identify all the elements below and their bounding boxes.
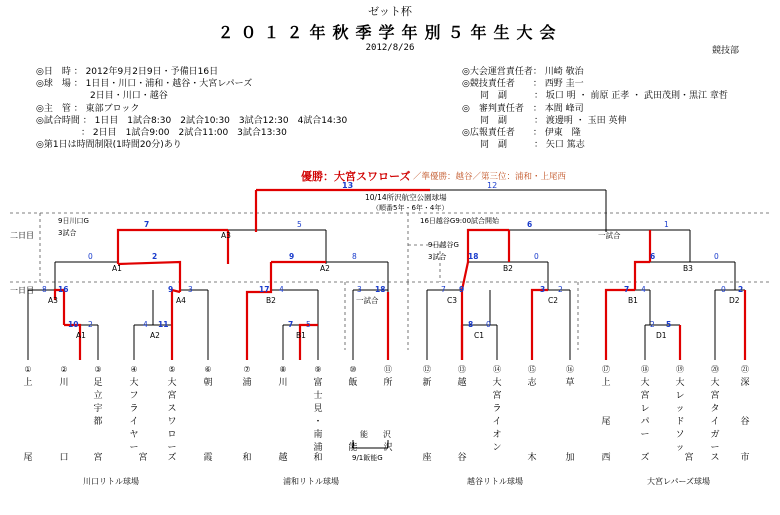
team-name-char: ガ: [710, 430, 720, 440]
team-number: ⑰: [602, 365, 610, 374]
match-score: 3: [357, 285, 362, 294]
final-venue: 10/14所沢航空公園球場: [365, 193, 447, 202]
day-separators: [10, 213, 770, 350]
team-name-char: 宮: [167, 391, 177, 401]
day2-label: 二日目: [10, 231, 34, 240]
match-score: 6: [527, 220, 533, 229]
match-score: 0: [88, 252, 93, 261]
team-name-char: 宮: [492, 391, 502, 401]
match-score: 10: [68, 320, 79, 329]
match-score: 7: [288, 320, 294, 329]
match-score: 9: [289, 252, 295, 261]
match-score: 11: [158, 320, 169, 329]
match-score: 4: [641, 285, 646, 294]
team-name-char: 富: [313, 378, 323, 388]
team-name-char: 浦: [313, 443, 323, 453]
team-number: ⑮: [528, 365, 536, 374]
team-name-char: オ: [492, 430, 502, 440]
team-number: ⑱: [641, 365, 649, 374]
team-name-char: 都: [93, 417, 103, 427]
team-name-char: 宮: [138, 453, 148, 463]
team-name-char: ヤ: [129, 430, 139, 440]
placings-label: ／準優勝：越谷／第三位：浦和・上尾西: [413, 172, 567, 182]
match-label: A1: [76, 331, 86, 340]
info-line: 同 副 ： 渡邊明 ・ 玉田 英伸: [462, 115, 627, 126]
team-name-char: イ: [492, 417, 502, 427]
team-name-char: 加: [565, 453, 575, 463]
team-name-char: 木: [527, 453, 537, 463]
day2-left-venue: 9日川口G: [58, 217, 89, 225]
match-score: 9: [168, 285, 174, 294]
team-name-char: 宮: [710, 391, 720, 401]
match-score: 0: [714, 252, 719, 261]
match-score: 0: [486, 320, 491, 329]
match-label: A4: [176, 296, 186, 305]
team-name-char: 西: [601, 453, 611, 463]
day2-right-games: 3試合: [428, 253, 447, 261]
team-name-char: 大: [640, 378, 650, 388]
team-name-char: ー: [167, 443, 177, 453]
team-name-char: 飯: [348, 378, 358, 388]
match-label: A2: [320, 264, 330, 273]
venue-label: 川口リトル球場: [83, 477, 139, 486]
team-name-char: 霞: [203, 453, 213, 463]
team-number: ⑳: [711, 365, 719, 374]
team-name-char: 上: [601, 378, 611, 388]
match-label: 一試合: [598, 231, 621, 240]
note-sawa: 沢: [383, 430, 391, 439]
match-score: 2: [152, 252, 158, 261]
team-name-char: タ: [710, 404, 720, 414]
match-score: 2: [650, 320, 655, 329]
info-line: ◎ 審判責任者 ： 本間 峰司: [462, 103, 584, 114]
team-number: ⑤: [168, 365, 176, 374]
final-score-right: 12: [487, 181, 498, 190]
team-name-char: ロ: [167, 430, 177, 440]
team-name-char: ス: [167, 404, 177, 414]
match-score: 3: [540, 285, 546, 294]
match-label: C2: [548, 296, 559, 305]
team-number: ⑭: [493, 365, 501, 374]
team-name-char: レ: [675, 391, 685, 401]
venue-label: 浦和リトル球場: [283, 477, 339, 486]
match-label: B1: [628, 296, 638, 305]
team-number: ⑧: [279, 365, 287, 374]
match-score: 5: [306, 320, 311, 329]
match-score: 2: [738, 285, 744, 294]
team-number: ②: [60, 365, 68, 374]
match-score: 7: [624, 285, 630, 294]
match-label: A2: [150, 331, 160, 340]
team-name-char: 尾: [23, 453, 33, 463]
team-name-char: 朝: [203, 378, 213, 388]
team-name-char: ス: [710, 453, 720, 463]
match-label: B3: [683, 264, 693, 273]
team-name-char: 和: [242, 453, 252, 463]
match-label: A1: [112, 264, 122, 273]
team-name-char: 越: [278, 453, 288, 463]
team-name-char: 能: [348, 443, 358, 453]
team-name-char: ズ: [167, 453, 177, 463]
team-name-char: 足: [93, 378, 103, 388]
document-date: 2012/8/26: [365, 43, 415, 53]
info-line: ◎球 場 ： 1日目・川口・浦和・越谷・大宮レパーズ: [36, 79, 253, 90]
team-name-char: 見: [313, 404, 323, 414]
team-name-char: 所: [383, 378, 393, 388]
team-name-char: 深: [740, 378, 750, 388]
team-name-char: 川: [59, 378, 69, 388]
team-name-char: 宮: [640, 391, 650, 401]
match-label: C1: [474, 331, 485, 340]
team-list: [23, 365, 749, 463]
team-name-char: ッ: [675, 404, 685, 414]
team-name-char: ・: [313, 417, 323, 427]
venue-label: 大宮レパーズ球場: [647, 477, 711, 486]
info-line: ◎第1日は時間制限(1時間20分)あり: [36, 140, 182, 151]
team-name-char: 座: [422, 453, 432, 463]
team-number: ⑬: [458, 365, 466, 374]
info-line: ◎日 時 ： 2012年9月2日9日・予備日16日: [36, 67, 219, 77]
match-score: 3: [188, 285, 193, 294]
team-name-char: 大: [710, 378, 720, 388]
match-label: D2: [729, 296, 740, 305]
match-label: A3: [221, 231, 231, 240]
match-score: 4: [143, 320, 148, 329]
match-score: 5: [297, 220, 302, 229]
team-number: ⑩: [349, 365, 357, 374]
champion-label: 優勝：大宮スワローズ: [301, 170, 411, 183]
team-name-char: 浦: [242, 378, 252, 388]
match-label: D1: [656, 331, 667, 340]
info-line: 同 副 ： 矢口 篤志: [462, 140, 585, 151]
team-name-char: ド: [675, 417, 685, 427]
team-name-char: 大: [675, 378, 685, 388]
match-score: 16: [58, 285, 69, 294]
info-line: 2日目・川口・越谷: [36, 91, 168, 102]
team-name-char: 上: [23, 378, 33, 388]
team-name-char: 南: [313, 430, 323, 440]
team-number: ④: [130, 365, 138, 374]
match-score: 2: [558, 285, 563, 294]
day2-right-venue2: 9日越谷G: [428, 241, 459, 249]
team-name-char: 和: [313, 453, 323, 463]
team-number: ㉑: [741, 365, 749, 374]
match-score: 17: [259, 285, 270, 294]
page-title: ２０１２年秋季学年別５年生大会: [217, 23, 563, 42]
team-name-char: 市: [740, 453, 750, 463]
team-name-char: ズ: [640, 453, 650, 463]
match-score: 5: [666, 320, 672, 329]
match-labels: [42, 220, 743, 340]
team-name-char: 宮: [684, 453, 694, 463]
team-name-char: 士: [313, 391, 323, 401]
match-score: 1: [664, 220, 669, 229]
day2-left-games: 3試合: [58, 229, 77, 237]
special-note: 9/1飯能G: [352, 454, 383, 462]
team-name-char: ッ: [675, 443, 685, 453]
match-score: 8: [42, 285, 47, 294]
match-label: B2: [503, 264, 513, 273]
team-name-char: ソ: [675, 430, 685, 440]
match-score: 7: [441, 285, 446, 294]
team-name-char: イ: [129, 417, 139, 427]
team-number: ①: [24, 365, 32, 374]
match-label: C3: [447, 296, 458, 305]
match-label: 一試合: [356, 296, 379, 305]
team-name-char: フ: [129, 391, 139, 401]
team-name-char: 草: [565, 378, 575, 388]
final-note: （順番5年・6年・4年）: [372, 204, 449, 212]
match-score: 8: [468, 320, 474, 329]
team-name-char: 口: [59, 453, 69, 463]
team-name-char: ラ: [492, 404, 502, 414]
team-name-char: 大: [129, 378, 139, 388]
match-score: 9: [459, 285, 465, 294]
match-score: 8: [352, 252, 357, 261]
team-name-char: 沢: [383, 443, 393, 453]
team-name-char: ン: [492, 443, 502, 453]
team-name-char: ラ: [129, 404, 139, 414]
team-name-char: イ: [710, 417, 720, 427]
team-name-char: 大: [492, 378, 502, 388]
team-name-char: 越: [457, 378, 467, 388]
info-line: ： 2日目 1試合9:00 2試合11:00 3試合13:30: [36, 128, 287, 139]
match-score: 7: [144, 220, 150, 229]
team-name-char: ワ: [167, 417, 177, 427]
match-score: 0: [534, 252, 539, 261]
team-number: ⑥: [204, 365, 212, 374]
team-name-char: ー: [710, 443, 720, 453]
team-number: ⑯: [566, 365, 574, 374]
info-line: ◎競技責任者 ： 西野 圭一: [462, 79, 584, 90]
team-name-char: 宇: [93, 404, 103, 414]
match-score: 2: [88, 320, 93, 329]
team-name-char: 谷: [457, 453, 467, 463]
team-number: ⑪: [384, 365, 392, 374]
venue-label: 越谷リトル球場: [467, 477, 523, 486]
team-number: ③: [94, 365, 102, 374]
team-number: ⑦: [243, 365, 251, 374]
team-name-char: 川: [278, 378, 288, 388]
match-label: A3: [48, 296, 58, 305]
day2-right-venue: 16日越谷G9:00試合開始: [420, 217, 500, 225]
info-line: ◎大会運営責任者： 川崎 敬治: [462, 67, 584, 77]
final-score-left: 13: [342, 181, 354, 190]
match-label: B1: [296, 331, 306, 340]
team-name-char: 尾: [601, 417, 611, 427]
info-line: ◎広報責任者 ： 伊東 隆: [462, 128, 581, 139]
team-name-char: 大: [167, 378, 177, 388]
team-name-char: レ: [640, 404, 650, 414]
match-label: B2: [266, 296, 276, 305]
team-number: ⑲: [676, 365, 684, 374]
team-name-char: 新: [422, 378, 432, 388]
team-name-char: 宮: [93, 453, 103, 463]
match-score: 6: [650, 252, 656, 261]
organizer-label: 競技部: [712, 46, 740, 56]
info-line: ◎主 管 ： 東部ブロック: [36, 103, 140, 114]
team-name-char: 志: [527, 378, 537, 388]
cup-title: ゼット杯: [368, 5, 412, 18]
team-name-char: ー: [129, 443, 139, 453]
team-name-char: 谷: [740, 417, 750, 427]
match-score: 18: [468, 252, 479, 261]
team-number: ⑨: [314, 365, 322, 374]
info-line: 同 副 ： 坂口 明 ・ 前原 正孝 ・ 武田茂則・黒江 章哲: [462, 91, 728, 102]
match-score: 18: [375, 285, 386, 294]
team-number: ⑫: [423, 365, 431, 374]
team-name-char: 立: [93, 391, 103, 401]
match-score: 4: [279, 285, 284, 294]
team-name-char: パ: [640, 417, 650, 427]
note-noh: 能: [360, 430, 368, 439]
info-line: ◎試合時間 ： 1日目 1試合8:30 2試合10:30 3試合12:30 4試合14:30: [36, 115, 348, 126]
match-score: 0: [721, 285, 726, 294]
team-name-char: ー: [640, 430, 650, 440]
day1-label: 一日目: [10, 286, 34, 295]
